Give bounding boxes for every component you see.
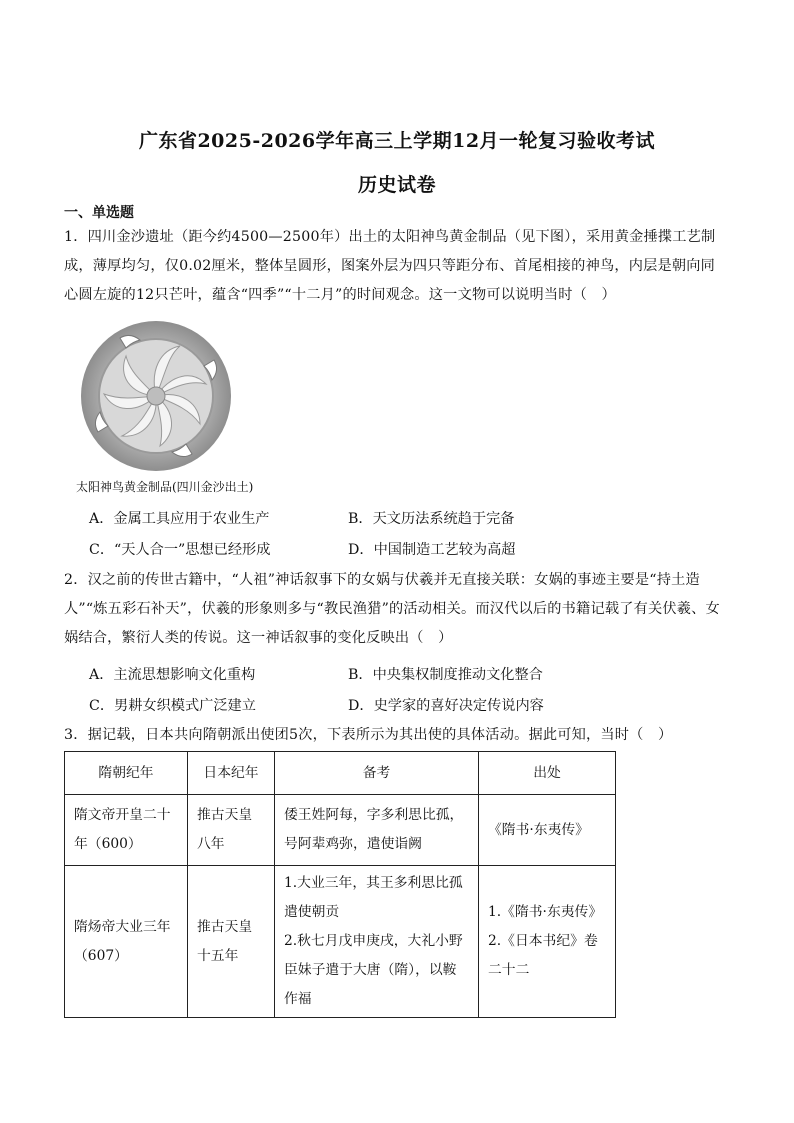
q1-option-a[interactable]: A．金属工具应用于农业生产: [89, 511, 270, 527]
q2-option-c[interactable]: C．男耕女织模式广泛建立: [89, 698, 256, 714]
section-heading: 一、单选题: [64, 205, 134, 221]
exam-subtitle: 历史试卷: [357, 174, 436, 196]
table-cell: 1.大业三年，其王多利思比孤遣使朝贡 2.秋七月戊申庚戌，大礼小野臣妹子遣于大唐（隋），以鞍作福: [275, 866, 479, 1018]
table-cell: 隋炀帝大业三年（607）: [65, 866, 188, 1018]
exam-title: 广东省2025-2026学年高三上学期12月一轮复习验收考试: [138, 130, 656, 152]
table-header-row: [65, 752, 616, 795]
table-cell: 《隋书·东夷传》: [479, 795, 616, 866]
question-1-stem: 1．四川金沙遗址（距今约4500—2500年）出土的太阳神鸟黄金制品（见下图），采用黄金捶揲工艺制成，薄厚均匀，仅0.02厘米，整体呈圆形，图案外层为四只等距分布、首尾相接的神鸟，内层是朝向同心圆左旋的12只芒叶，蕴含“四季”“十二月”的时间观念。这一文物可以说明当时（ ）: [64, 229, 716, 303]
q1-option-c[interactable]: C．“天人合一”思想已经形成: [89, 542, 271, 558]
table-row: [65, 795, 616, 866]
table-row: [65, 866, 616, 1018]
figure-caption: 太阳神鸟黄金制品(四川金沙出土): [76, 480, 254, 494]
table-cell: 倭王姓阿每，字多利思比孤，号阿辈鸡弥，遣使诣阙: [275, 795, 479, 866]
q2-option-d[interactable]: D．史学家的喜好决定传说内容: [348, 698, 544, 714]
table-cell: 推古天皇十五年: [188, 866, 275, 1018]
artifact-center: [147, 387, 165, 405]
q2-option-b[interactable]: B．中央集权制度推动文化整合: [348, 667, 543, 683]
table-cell: 隋文帝开皇二十年（600）: [65, 795, 188, 866]
question-3-stem: 3．据记载，日本共向隋朝派出使团5次，下表所示为其出使的具体活动。据此可知，当时（ ）: [64, 727, 673, 743]
sun-bird-gold-artifact-image: [80, 320, 232, 472]
question-2-stem: 2．汉之前的传世古籍中，“人祖”神话叙事下的女娲与伏羲并无直接关联：女娲的事迹主要是“持土造人”“炼五彩石补天”，伏羲的形象则多与“教民渔猎”的活动相关。而汉代以后的书籍记载了有关伏羲、女娲结合，繁衍人类的传说。这一神话叙事的变化反映出（ ）: [64, 572, 720, 646]
q1-option-d[interactable]: D．中国制造工艺较为高超: [348, 542, 516, 558]
q2-option-a[interactable]: A．主流思想影响文化重构: [89, 667, 256, 683]
table-cell: 1.《隋书·东夷传》 2.《日本书纪》卷二十二: [479, 866, 616, 1018]
table-header-cell: 备考: [275, 752, 479, 795]
q1-option-b[interactable]: B．天文历法系统趋于完备: [348, 511, 515, 527]
table-header-cell: 出处: [479, 752, 616, 795]
table-cell: 推古天皇八年: [188, 795, 275, 866]
table-header-cell: 隋朝纪年: [65, 752, 188, 795]
table-header-cell: 日本纪年: [188, 752, 275, 795]
envoy-table: [64, 751, 616, 1018]
